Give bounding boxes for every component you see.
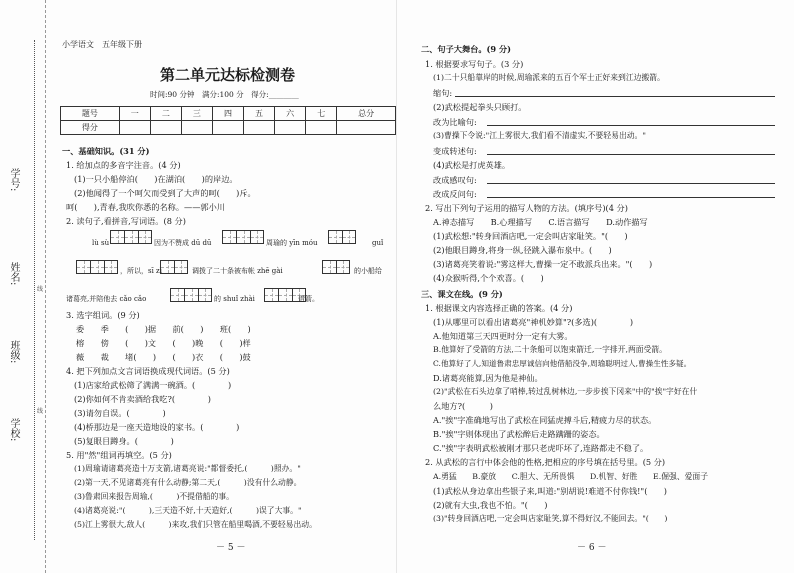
option: A.他知道第三天四更时分一定有大雾。 <box>433 331 573 341</box>
pinyin-text: 的小船给 <box>354 267 382 275</box>
pinyin-text: 借箭。 <box>298 295 319 303</box>
cut-line-mark: 线 <box>37 408 44 415</box>
pinyin-text: 诸葛亮,并陪他去 cǎo cǎo <box>66 295 147 303</box>
question: 2. 从武松的言行中体会他的性格,把相应的序号填在括号里。(5 分) <box>425 457 666 467</box>
score-header-cell: 六 <box>275 107 306 121</box>
score-cell[interactable] <box>275 121 306 135</box>
answer-line[interactable] <box>487 154 775 155</box>
question-item: (1)周瑜请诸葛亮造十万支箭,诸葛亮说:"都督委托,( )照办。" <box>74 464 301 473</box>
score-header-cell: 总分 <box>337 107 396 121</box>
question-item: (4)诸葛亮说:"( ),三天造不好,十天造好,( )误了大事。" <box>74 506 302 515</box>
question-item: (3)曹操下令说:"江上雾很大,我们看不清虚实,不要轻易出动。" <box>433 131 646 140</box>
question: 2. 读句子,看拼音,写词语。(8 分) <box>66 216 186 226</box>
question-item: (3)鲁肃回来报告周瑜,( )不提借船的事。 <box>74 492 234 501</box>
score-header-cell: 七 <box>306 107 337 121</box>
answer-line[interactable] <box>487 197 775 198</box>
question: 3. 选字组词。(9 分) <box>66 310 140 320</box>
exam-meta: 时间:90 分钟 满分:100 分 得分:________ <box>150 90 299 99</box>
answer-grid[interactable] <box>160 260 188 274</box>
answer-grid[interactable] <box>328 230 356 244</box>
question-item: (5)复眼目蹲身。( ) <box>74 436 174 446</box>
question-item: (2)第一天,不见诸葛亮有什么动静;第二天,( )没有什么动静。 <box>74 478 302 487</box>
score-cell[interactable] <box>337 121 396 135</box>
score-row-label: 得分 <box>61 121 120 135</box>
score-cell[interactable] <box>212 121 243 135</box>
question-item: (2)"武松在石头边拿了哨棒,转过乱树林边,一步步挨下冈来"中的"挨"字好在什 <box>433 387 698 396</box>
answer-line[interactable] <box>455 96 775 97</box>
question-item: 薇 裁 堵( ) ( )衣 ( )鼓 <box>76 352 251 362</box>
question-item: 呵( ),青春,我吹你悉的名称。——郭小川 <box>66 202 225 212</box>
options: A.神态描写 B.心理描写 C.语言描写 D.动作描写 <box>433 217 648 227</box>
question-item: 么地方?( ) <box>433 401 493 411</box>
answer-label: 变成转述句: <box>433 146 477 156</box>
header-subject: 小学语文 五年级下册 <box>62 40 142 49</box>
answer-label: 改成反问句: <box>433 189 477 199</box>
pinyin: lù sù <box>92 239 110 247</box>
option: C.他算好了人,知道鲁肃忠厚诚信向他借船没争,周瑜聪明过人,曹操生性多疑。 <box>433 359 692 368</box>
pinyin-text: ，所以，sī zì <box>120 267 162 275</box>
question-item: (1)武松想:"转身回酒店吧,一定会叫店家耻笑。"( ) <box>433 231 628 241</box>
binding-margin <box>0 0 46 573</box>
question: 1. 根据要求写句子。(3 分) <box>425 59 524 69</box>
score-header-cell: 题号 <box>61 107 120 121</box>
score-header-cell: 二 <box>150 107 181 121</box>
question-item: (1)一只小船停泊( )在湖泊( )的岸边。 <box>74 174 238 184</box>
school-label: 学校: <box>8 418 19 442</box>
score-cell[interactable] <box>119 121 150 135</box>
question-item: 委 季 ( )据 前( ) 班( ) <box>76 324 251 334</box>
question-item: (2)武松提起拳头只顾打。 <box>433 102 527 112</box>
question-item: (2)他眼目蹲身,将身一纵,径跳入瀑布泉中。( ) <box>433 245 612 255</box>
question-item: (5)江上雾很大,敌人( )来攻,我们只管在船里喝酒,不要轻易出动。 <box>74 520 317 529</box>
option: A."挨"字准确地写出了武松在同猛虎搏斗后,精疲力尽的状态。 <box>433 415 657 425</box>
question-item: (1)武松从身边拿出些银子来,叫道:"别胡说!难道不付你钱!"( ) <box>433 486 667 496</box>
option: D.诸葛亮能算,因为他是神仙。 <box>433 373 543 383</box>
answer-grid[interactable] <box>222 230 264 244</box>
page-title: 第二单元达标检测卷 <box>160 66 296 84</box>
score-cell[interactable] <box>181 121 212 135</box>
answer-label: 缩句: <box>433 88 453 98</box>
section-heading: 一、基础知识。(31 分) <box>62 146 150 156</box>
section-heading: 三、课文在线。(9 分) <box>421 289 503 299</box>
class-label: 班级: <box>8 340 19 364</box>
answer-line[interactable] <box>487 125 775 126</box>
question-item: (4)桥那边是一座天造地设的家书。( ) <box>74 422 240 432</box>
question: 2. 写出下列句子运用的描写人物的方法。(填序号)(4 分) <box>425 203 628 213</box>
cut-line <box>34 40 35 540</box>
question-item: (2)你如何不肯卖酒给我吃?( ) <box>74 394 212 404</box>
options: A.勇猛 B.豪放 C.胆大、无所畏惧 D.机智、好胜 E.倔强、爱面子 <box>433 472 709 481</box>
answer-label: 改成感叹句: <box>433 175 477 185</box>
pinyin: guǐ <box>372 239 384 247</box>
question-item: 榕 傍 ( )文 ( )晚 ( )样 <box>76 338 251 348</box>
question-item: (1)从哪里可以看出诸葛亮"神机妙算"?(多选)( ) <box>433 317 634 327</box>
answer-grid[interactable] <box>170 288 212 302</box>
score-header-cell: 五 <box>244 107 275 121</box>
pinyin-text: 调拨了二十条被布帐 zhē gài <box>192 267 283 275</box>
question: 4. 把下列加点文言词语换成现代词语。(5 分) <box>66 366 230 376</box>
question-item: (1)二十只船靠岸的时候,周瑜派来的五百个军士正好来到江边搬箭。 <box>433 73 665 82</box>
student-number-label: 学号: <box>8 168 19 192</box>
question-item: (3)诸葛亮笑着说:"雾这样大,曹操一定不敢派兵出来。"( ) <box>433 259 653 269</box>
page-number: － 6 － <box>577 543 607 553</box>
question-item: (3)请勿自误。( ) <box>74 408 166 418</box>
question: 1. 根据课文内容选择正确的答案。(4 分) <box>425 303 573 313</box>
option: B."挨"字则体现出了武松醉后走路蹒跚的姿态。 <box>433 429 605 439</box>
score-cell[interactable] <box>244 121 275 135</box>
score-cell[interactable] <box>150 121 181 135</box>
answer-grid[interactable] <box>322 260 350 274</box>
name-label: 姓名: <box>8 262 19 286</box>
pinyin-text: 周瑜的 yīn móu <box>266 239 318 247</box>
question-item: (3)"转身回酒店吧,一定会叫店家耻笑,算不得好汉,不能回去。"( ) <box>433 514 668 523</box>
question-item: (4)武松是打虎英雄。 <box>433 160 511 170</box>
score-table <box>60 106 396 135</box>
pinyin-text: 的 shuǐ zhài <box>214 295 255 303</box>
answer-label: 改为比喻句: <box>433 117 477 127</box>
score-header-cell: 三 <box>181 107 212 121</box>
answer-line[interactable] <box>487 183 775 184</box>
right-page <box>397 0 794 573</box>
score-header-cell: 四 <box>212 107 243 121</box>
option: B.他算好了受箭的方法,二十条船可以饱束箭迁,一字排开,两面受箭。 <box>433 345 667 354</box>
score-header-cell: 一 <box>119 107 150 121</box>
answer-grid[interactable] <box>110 230 152 244</box>
score-cell[interactable] <box>306 121 337 135</box>
question-item: (2)他闻得了一个呵欠而受到了大声的呵( )斥。 <box>74 188 256 198</box>
page-number: － 5 － <box>216 543 246 553</box>
cut-line-mark: 线 <box>37 286 44 293</box>
answer-grid[interactable] <box>76 260 118 274</box>
question-item: (4)众猴听得,个个欢喜。( ) <box>433 273 544 283</box>
section-heading: 二、句子大舞台。(9 分) <box>421 44 511 54</box>
option: C."挨"字表明武松被刚才那只老虎吓坏了,连路都走不稳了。 <box>433 443 649 453</box>
question: 5. 用"然"组词再填空。(5 分) <box>66 450 172 460</box>
pinyin-text: 因为不赞成 dū dū <box>154 239 212 247</box>
question-item: (2)就有大虫,我也不怕。"( ) <box>433 500 548 510</box>
question-item: (1)店家给武松筛了满满一碗酒。( ) <box>74 380 232 390</box>
question: 1. 给加点的多音字注音。(4 分) <box>66 160 181 170</box>
